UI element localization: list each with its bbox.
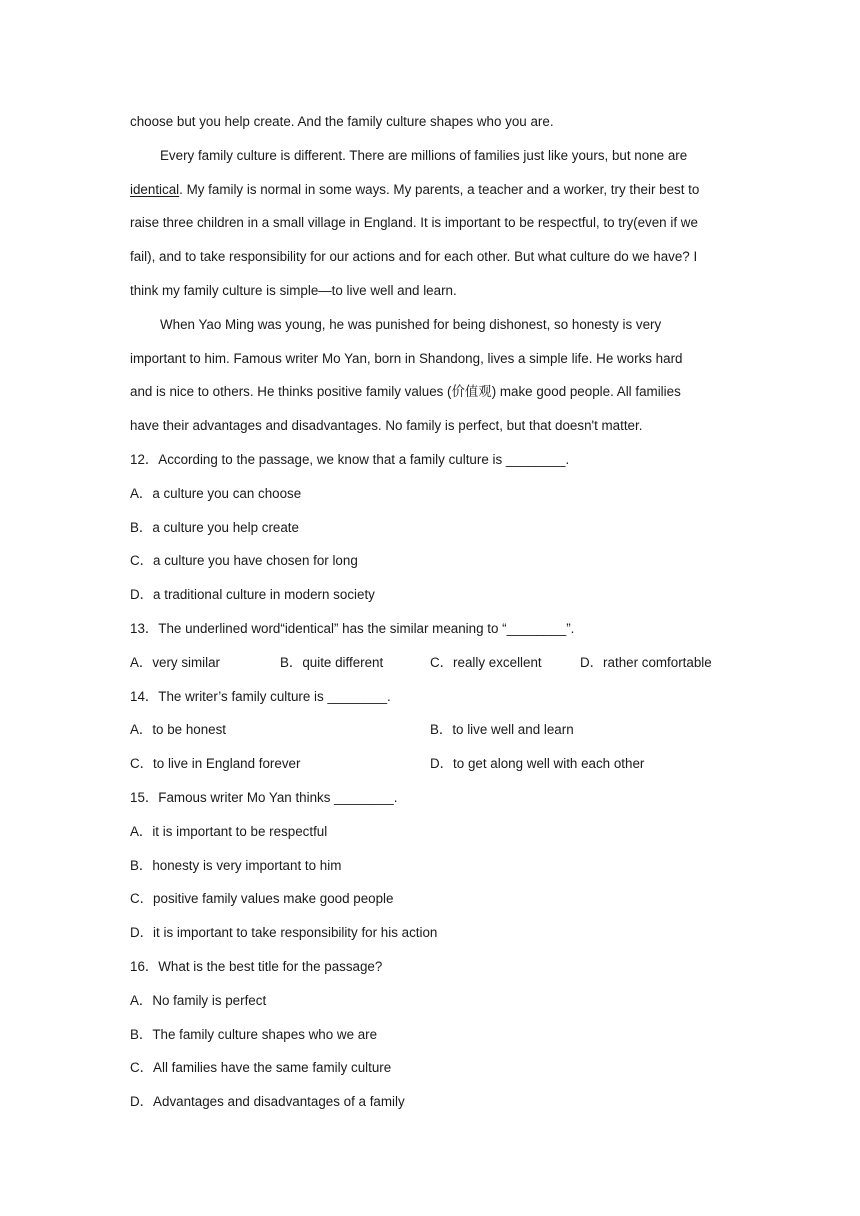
answer-option: C．a culture you have chosen for long xyxy=(130,553,358,569)
passage-line: When Yao Ming was young, he was punished for being dishonest, so honesty is very xyxy=(160,316,662,332)
question-stem: 16．What is the best title for the passage? xyxy=(130,958,383,974)
answer-option: B．a culture you help create xyxy=(130,519,299,535)
options-row xyxy=(130,751,730,785)
answer-option: A．very similar xyxy=(130,654,221,670)
underlined-word: identical xyxy=(130,181,180,197)
answer-option: B．quite different xyxy=(280,654,384,670)
answer-option: D．to get along well with each other xyxy=(430,756,645,772)
answer-option: A．it is important to be respectful xyxy=(130,823,328,839)
answer-option: D．Advantages and disadvantages of a family xyxy=(130,1094,405,1110)
document-page xyxy=(130,109,730,1123)
question-stem: 12．According to the passage, we know that a family culture is ________. xyxy=(130,451,570,467)
options-row xyxy=(130,717,730,751)
answer-option: D．rather comfortable xyxy=(580,654,712,670)
passage-line xyxy=(130,177,730,211)
question-stem: 14．The writer’s family culture is ________. xyxy=(130,688,391,704)
passage-line: fail), and to take responsibility for our actions and for each other. But what culture do we have? I xyxy=(130,249,698,265)
passage-line: important to him. Famous writer Mo Yan, born in Shandong, lives a simple life. He works hard xyxy=(130,350,683,366)
passage-line: choose but you help create. And the family culture shapes who you are. xyxy=(130,114,554,129)
passage-text: and is nice to others. He thinks positive family values ( xyxy=(130,384,452,400)
answer-option: C．really excellent xyxy=(430,654,542,670)
answer-option: A．to be honest xyxy=(130,722,227,738)
passage-line: have their advantages and disadvantages. No family is perfect, but that doesn't matter. xyxy=(130,418,643,434)
answer-option: C．All families have the same family culture xyxy=(130,1060,392,1076)
answer-option: B．honesty is very important to him xyxy=(130,857,342,873)
passage-text: . My family is normal in some ways. My parents, a teacher and a worker, try their best to xyxy=(179,181,700,197)
answer-option: D．a traditional culture in modern society xyxy=(130,587,375,603)
passage-line: Every family culture is different. There are millions of families just like yours, but none are xyxy=(160,147,688,163)
chinese-gloss: 价值观 xyxy=(451,385,492,401)
passage-line xyxy=(130,379,730,413)
question-stem: 15．Famous writer Mo Yan thinks ________. xyxy=(130,789,398,805)
passage-text: ) make good people. All families xyxy=(491,384,681,400)
answer-option: D．it is important to take responsibility for his action xyxy=(130,925,438,941)
question-stem: 13．The underlined word“identical” has the similar meaning to “________”. xyxy=(130,620,575,636)
answer-option: A．No family is perfect xyxy=(130,992,267,1008)
answer-option: B．to live well and learn xyxy=(430,722,574,738)
passage-line: raise three children in a small village in England. It is important to be respectful, to try(even if we xyxy=(130,215,698,231)
answer-option: C．to live in England forever xyxy=(130,756,301,772)
options-row xyxy=(130,650,730,684)
answer-option: C．positive family values make good people xyxy=(130,891,394,907)
passage-line: think my family culture is simple—to live well and learn. xyxy=(130,282,457,298)
answer-option: B．The family culture shapes who we are xyxy=(130,1026,378,1042)
answer-option: A．a culture you can choose xyxy=(130,485,302,501)
